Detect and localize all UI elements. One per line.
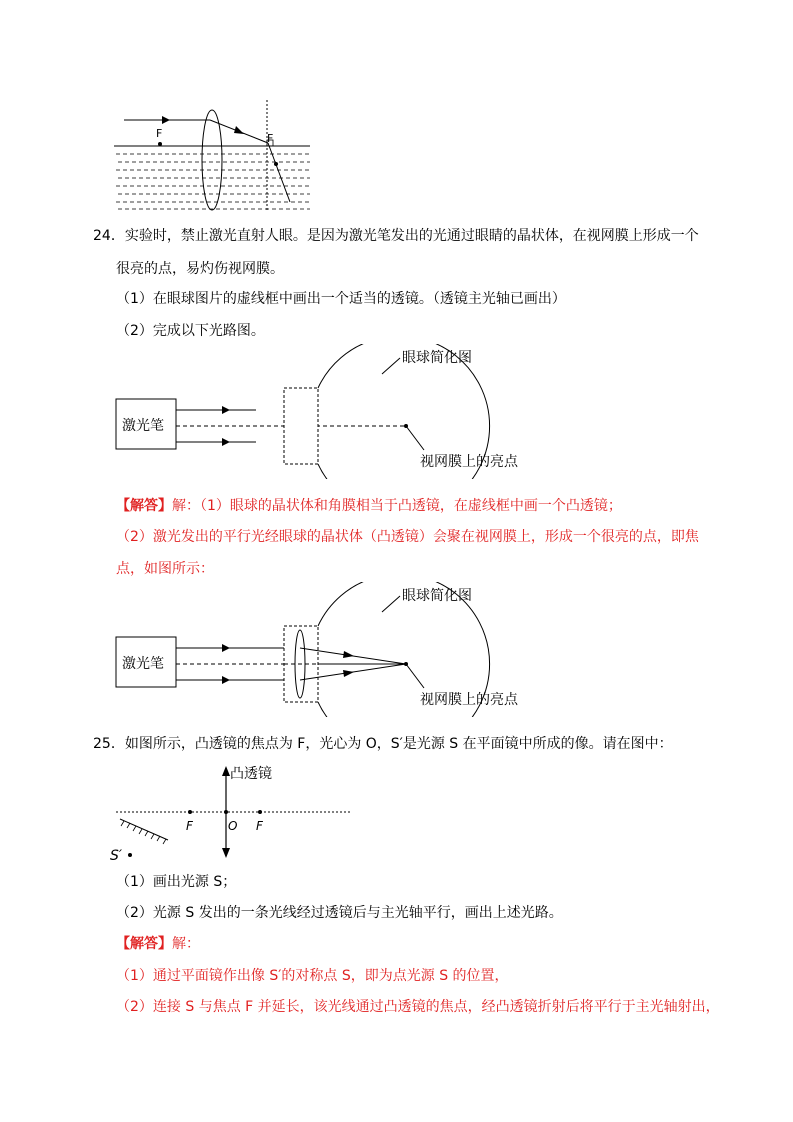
- laser-pen-label: 激光笔: [122, 418, 164, 434]
- retina-label-leader: [406, 426, 424, 450]
- eye-label-leader: [382, 358, 400, 374]
- q24-sub2: （2）完成以下光路图。: [116, 323, 265, 339]
- retina-label: 视网膜上的亮点: [420, 692, 518, 708]
- eye-label-leader: [382, 596, 400, 612]
- converging-arrow-bottom: [343, 670, 354, 677]
- q24-sub1: （1）在眼球图片的虚线框中画出一个适当的透镜。（透镜主光轴已画出）: [116, 291, 566, 307]
- converging-arrow-top: [343, 651, 354, 658]
- retina-label: 视网膜上的亮点: [420, 454, 518, 470]
- eye-diagram-question: [110, 344, 530, 479]
- water-ray: [268, 143, 290, 202]
- q24-stem-line2: 很亮的点，易灼伤视网膜。: [116, 261, 284, 277]
- retina-label-leader: [406, 664, 424, 688]
- optical-center-dot: [224, 810, 228, 814]
- optical-center-label: O: [228, 819, 238, 833]
- q25-answer-line2: （2）连接 S 与焦点 F 并延长，该光线通过凸透镜的焦点，经凸透镜折射后将平行于主光轴射出，: [116, 999, 720, 1015]
- focus-point-left: [158, 142, 162, 146]
- focus-right-dot: [258, 810, 262, 814]
- q24-stem-line1: 24．实验时，禁止激光直射人眼。是因为激光笔发出的光通过眼睛的晶状体，在视网膜上形成一个: [93, 228, 699, 244]
- focus-label-left: F: [156, 127, 163, 140]
- q24-answer-line1: [116, 496, 622, 516]
- beam-bottom-arrow: [222, 676, 230, 684]
- q24-answer-line3: 点，如图所示：: [116, 561, 214, 577]
- answer-tag: 【解答】: [116, 936, 172, 952]
- mirror-hatching: [121, 821, 166, 844]
- lens-dashed-frame: [284, 388, 318, 464]
- eye-label: 眼球简化图: [402, 588, 472, 604]
- answer-text: 解：（1）眼球的晶状体和角膜相当于凸透镜，在虚线框中画一个凸透镜；: [172, 498, 622, 514]
- lens-label: 凸透镜: [230, 766, 272, 782]
- plane-mirror: [120, 819, 168, 840]
- image-point-dot: [128, 853, 132, 857]
- ray-arrow: [162, 116, 170, 124]
- lens-mirror-diagram: [108, 756, 368, 866]
- answer-head-text: 解：: [172, 936, 200, 952]
- q25-answer-head: [116, 934, 200, 954]
- refracted-arrow: [234, 126, 244, 134]
- q25-sub1: （1）画出光源 S；: [116, 874, 237, 890]
- water-lens-figure: [110, 96, 320, 216]
- lens-arrow-bottom: [222, 848, 230, 858]
- focus-label-right: F: [267, 132, 274, 145]
- q25-stem: 25．如图所示，凸透镜的焦点为 F，光心为 O，S′是光源 S 在平面镜中所成的像。请在图中：: [93, 736, 673, 752]
- beam-top-arrow: [222, 406, 230, 414]
- lens-arrow-top: [222, 766, 230, 776]
- eye-diagram-solution: [110, 582, 530, 717]
- answer-tag: 【解答】: [116, 498, 172, 514]
- focus-left-label: F: [186, 819, 193, 833]
- water-ray-dot: [274, 162, 278, 166]
- lens-ellipse: [202, 110, 222, 210]
- q24-answer-line2: （2）激光发出的平行光经眼球的晶状体（凸透镜）会聚在视网膜上，形成一个很亮的点，即焦: [116, 529, 699, 545]
- focus-right-label: F: [256, 819, 263, 833]
- eye-label: 眼球简化图: [402, 350, 472, 366]
- water-pattern: [116, 154, 310, 209]
- q25-answer-line1: （1）通过平面镜作出像 S′的对称点 S，即为点光源 S 的位置，: [116, 968, 509, 984]
- beam-bottom-arrow: [222, 438, 230, 446]
- image-point-label: S′: [110, 848, 123, 864]
- focus-left-dot: [188, 810, 192, 814]
- beam-top-arrow: [222, 644, 230, 652]
- q25-sub2: （2）光源 S 发出的一条光线经过透镜后与主光轴平行，画出上述光路。: [116, 905, 563, 921]
- laser-pen-label: 激光笔: [122, 656, 164, 672]
